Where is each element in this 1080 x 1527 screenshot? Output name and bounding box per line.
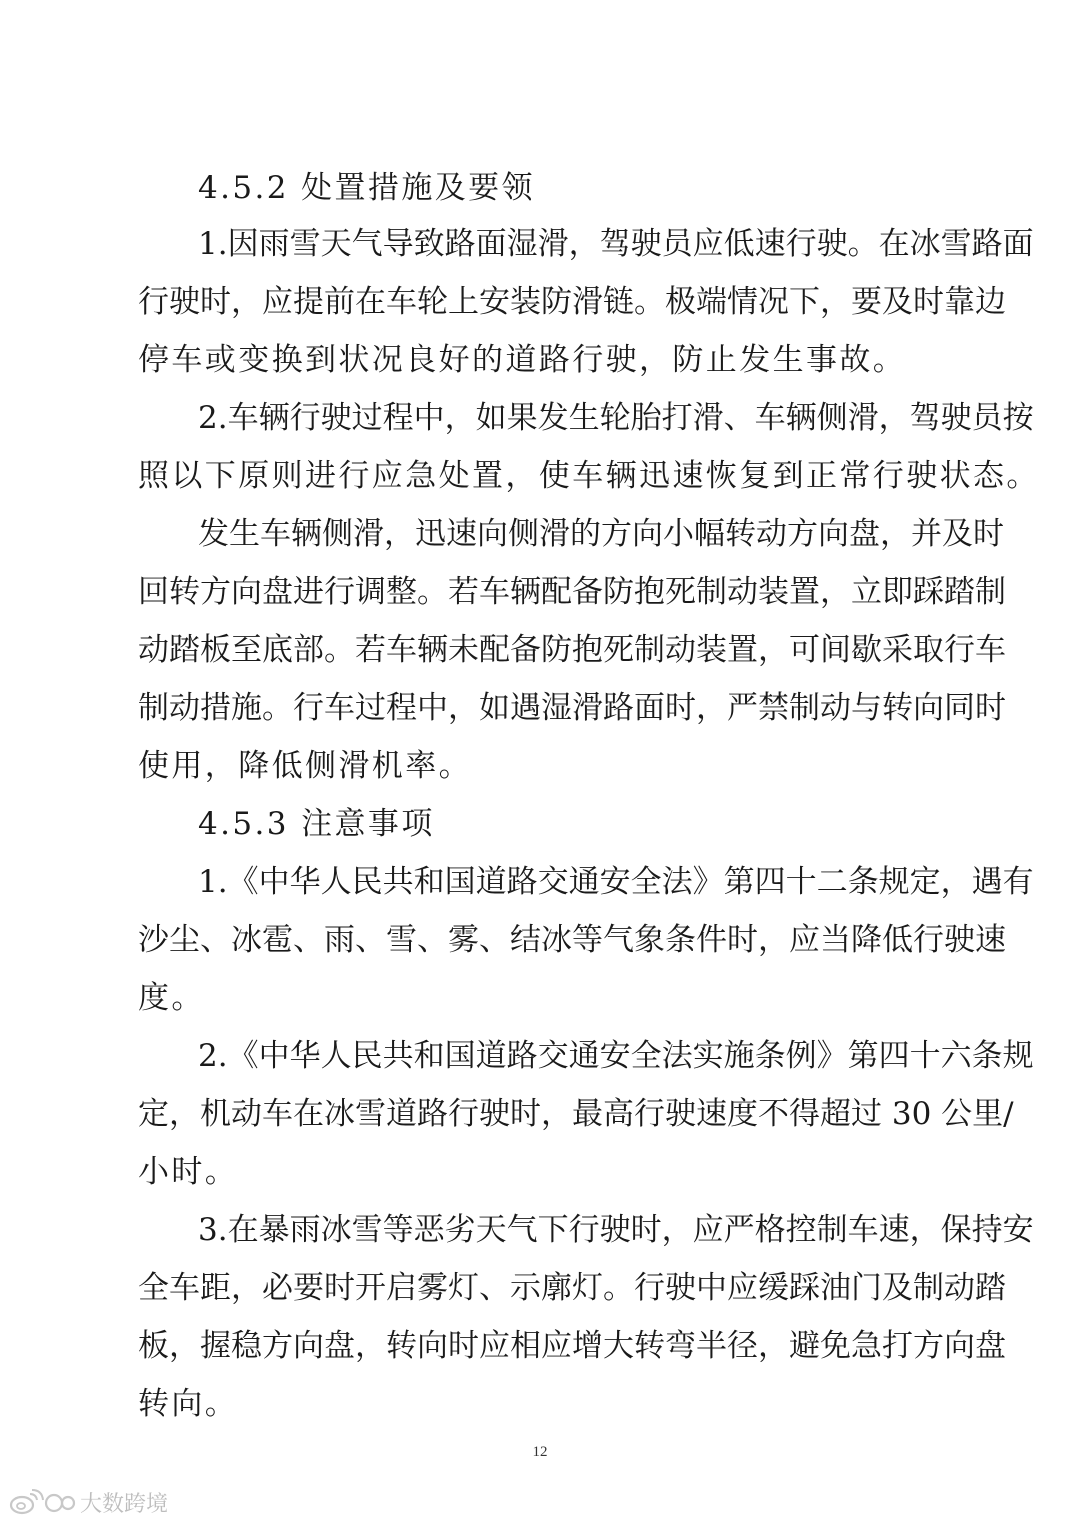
paragraph-line: 3.在暴雨冰雪等恶劣天气下行驶时，应严格控制车速，保持安 [198,1212,1034,1248]
paragraph-line: 全车距，必要时开启雾灯、示廓灯。行驶中应缓踩油门及制动踏 [138,1270,1006,1306]
section-heading: 4.5.2 处置措施及要领 [198,170,535,206]
paragraph-line: 2.车辆行驶过程中，如果发生轮胎打滑、车辆侧滑，驾驶员按 [198,400,1034,436]
weibo-logo-icon [8,1488,76,1516]
paragraph-line: 2.《中华人民共和国道路交通安全法实施条例》第四十六条规 [198,1038,1034,1074]
paragraph-line: 制动措施。行车过程中，如遇湿滑路面时，严禁制动与转向同时 [138,690,1006,726]
paragraph-line: 动踏板至底部。若车辆未配备防抱死制动装置，可间歇采取行车 [138,632,1006,668]
page-number: 12 [532,1444,548,1460]
paragraph-line: 1.《中华人民共和国道路交通安全法》第四十二条规定，遇有 [198,864,1034,900]
paragraph-line: 停车或变换到状况良好的道路行驶，防止发生事故。 [138,342,907,378]
paragraph-line: 照以下原则进行应急处置，使车辆迅速恢复到正常行驶状态。 [138,458,1040,494]
paragraph-line: 回转方向盘进行调整。若车辆配备防抱死制动装置，立即踩踏制 [138,574,1006,610]
paragraph-line: 行驶时，应提前在车轮上安装防滑链。极端情况下，要及时靠边 [138,284,1006,320]
paragraph-line: 1.因雨雪天气导致路面湿滑，驾驶员应低速行驶。在冰雪路面 [198,226,1034,262]
paragraph-line: 板，握稳方向盘，转向时应相应增大转弯半径，避免急打方向盘 [138,1328,1006,1364]
paragraph-line: 小时。 [138,1154,239,1190]
watermark [8,1485,168,1519]
paragraph-line: 使用，降低侧滑机率。 [138,748,472,784]
paragraph-line: 定，机动车在冰雪道路行驶时，最高行驶速度不得超过 30 公里/ [138,1096,1014,1132]
paragraph-line: 转向。 [138,1386,239,1422]
paragraph-line: 度。 [138,980,205,1016]
watermark-text: 大数跨境 [80,1491,169,1517]
paragraph-line: 沙尘、冰雹、雨、雪、雾、结冰等气象条件时，应当降低行驶速 [138,922,1006,958]
paragraph-line: 发生车辆侧滑，迅速向侧滑的方向小幅转动方向盘，并及时 [198,516,1004,552]
section-heading: 4.5.3 注意事项 [198,806,435,842]
